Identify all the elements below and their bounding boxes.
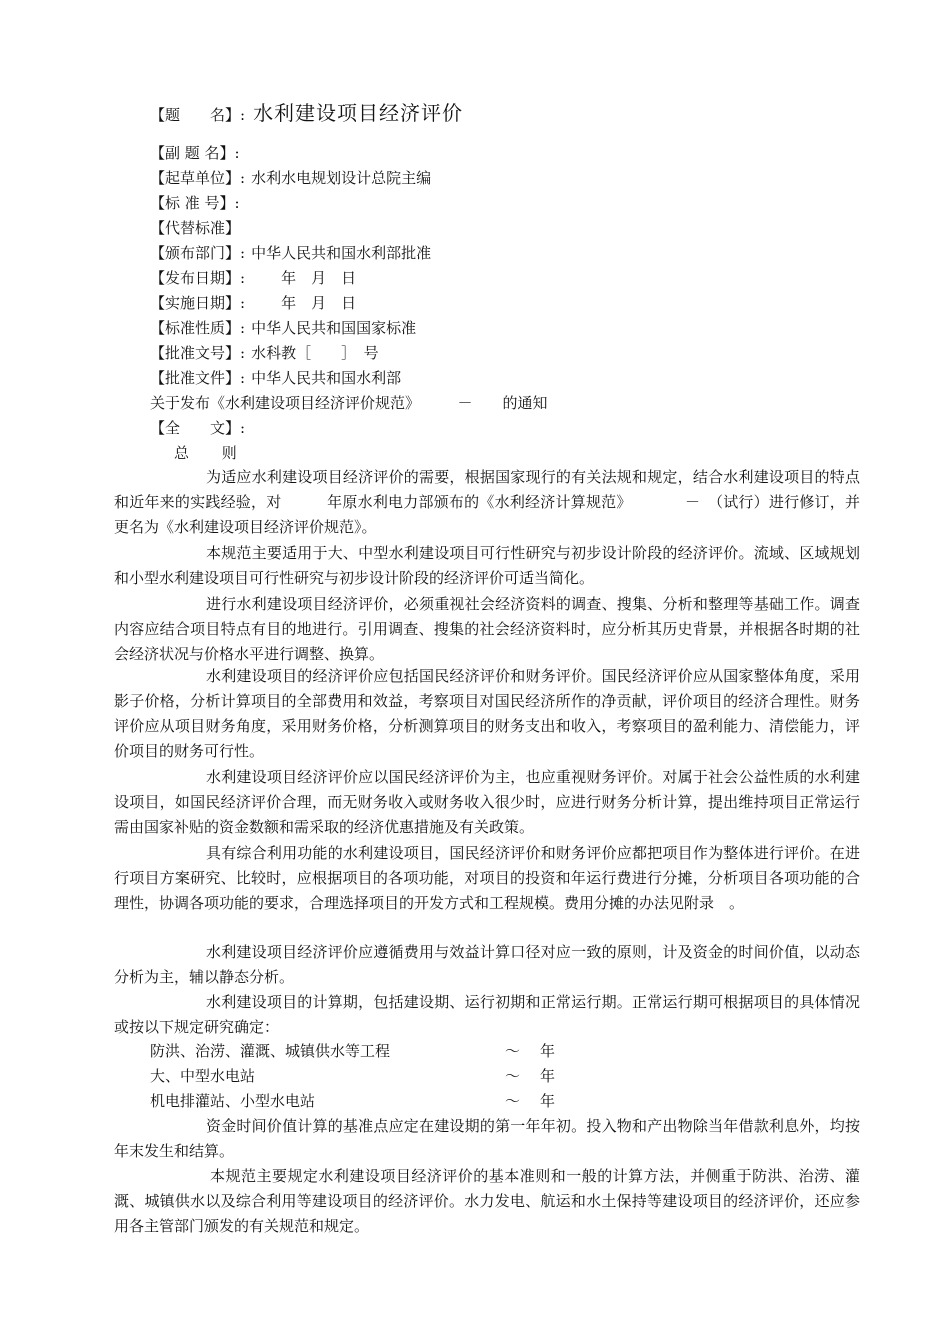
- period-range: ～: [505, 1042, 521, 1060]
- field-value: 水科教［ ］ 号: [251, 344, 379, 362]
- field-label: 【批准文号】:: [150, 344, 246, 362]
- field-replaced-standard: [150, 216, 246, 240]
- period-item: 防洪、治涝、灌溉、城镇供水等工程: [150, 1042, 391, 1060]
- period-item: 大、中型水电站: [150, 1067, 256, 1085]
- period-unit: 年: [540, 1092, 556, 1110]
- period-row: [150, 1065, 570, 1089]
- period-range: ～: [505, 1092, 521, 1110]
- section-title: 总 则: [174, 444, 251, 462]
- paragraph: 水利建设项目的计算期，包括建设期、运行初期和正常运行期。正常运行期可根据项目的具体情况或按以下规定研究确定：: [114, 993, 860, 1036]
- paragraph: 为适应水利建设项目经济评价的需要，根据国家现行的有关法规和规定，结合水利建设项目的特点和近年来的实践经验，对 年原水利电力部颁布的《水利经济计算规范》 － （试行）进行修订，并更名为《水利建设项目经济评价规范》。: [114, 468, 860, 536]
- period-range: ～: [505, 1067, 521, 1085]
- period-item: 机电排灌站、小型水电站: [150, 1092, 316, 1110]
- field-value: 中华人民共和国水利部: [251, 369, 402, 387]
- field-label: 【颁布部门】:: [150, 244, 246, 262]
- field-standard-number: [150, 191, 246, 215]
- paragraph: 水利建设项目经济评价应遵循费用与效益计算口径对应一致的原则，计及资金的时间价值，以动态分析为主，辅以静态分析。: [114, 943, 860, 986]
- field-drafting-unit: [150, 166, 431, 190]
- field-subtitle: [150, 141, 246, 165]
- period-row: [150, 1090, 570, 1114]
- field-value: 年 月 日: [251, 294, 357, 312]
- field-value: 水利水电规划设计总院主编: [251, 169, 432, 187]
- field-label: 【起草单位】:: [150, 169, 246, 187]
- field-value: 年 月 日: [251, 269, 357, 287]
- notice-line: 关于发布《水利建设项目经济评价规范》 － 的通知: [150, 394, 548, 412]
- paragraph: 具有综合利用功能的水利建设项目，国民经济评价和财务评价应都把项目作为整体进行评价。在进行项目方案研究、比较时，应根据项目的各项功能，对项目的投资和年运行费进行分摊，分析项目各项功能的合理性，协调各项功能的要求，合理选择项目的开发方式和工程规模。费用分摊的办法见附录 。: [114, 844, 860, 912]
- field-label: 【标 准 号】:: [150, 194, 240, 212]
- paragraph: 资金时间价值计算的基准点应定在建设期的第一年年初。投入物和产出物除当年借款利息外，均按年末发生和结算。: [114, 1117, 860, 1160]
- period-unit: 年: [540, 1042, 556, 1060]
- paragraph: 本规范主要规定水利建设项目经济评价的基本准则和一般的计算方法，并侧重于防洪、治涝、灌溉、城镇供水以及综合利用等建设项目的经济评价。水力发电、航运和水土保持等建设项目的经济评价，还应参用各主管部门颁发的有关规范和规定。: [114, 1167, 860, 1235]
- document-title: 水利建设项目经济评价: [253, 101, 464, 125]
- paragraph: 水利建设项目经济评价应以国民经济评价为主，也应重视财务评价。对属于社会公益性质的水利建设项目，如国民经济评价合理，而无财务收入或财务收入很少时，应进行财务分析计算，提出维持项目正常运行需由国家补贴的资金数额和需采取的经济优惠措施及有关政策。: [114, 768, 860, 836]
- field-value: 中华人民共和国水利部批准: [251, 244, 432, 262]
- field-release-date: [150, 266, 356, 290]
- field-effective-date: [150, 291, 356, 315]
- field-label: 【实施日期】:: [150, 294, 246, 312]
- period-row: [150, 1040, 570, 1064]
- field-label: 【标准性质】:: [150, 319, 246, 337]
- paragraph: 进行水利建设项目经济评价，必须重视社会经济资料的调查、搜集、分析和整理等基础工作。调查内容应结合项目特点有目的地进行。引用调查、搜集的社会经济资料时，应分析其历史背景，并根据各时期的社会经济状况与价格水平进行调整、换算。: [114, 595, 860, 663]
- field-approval-number: [150, 341, 379, 365]
- field-label: 【批准文件】:: [150, 369, 246, 387]
- fulltext-label: 【全 文】:: [150, 419, 246, 437]
- title-row: [150, 97, 463, 126]
- paragraph: 本规范主要适用于大、中型水利建设项目可行性研究与初步设计阶段的经济评价。流域、区域规划和小型水利建设项目可行性研究与初步设计阶段的经济评价可适当简化。: [114, 544, 860, 587]
- paragraph: 水利建设项目的经济评价应包括国民经济评价和财务评价。国民经济评价应从国家整体角度，采用影子价格，分析计算项目的全部费用和效益，考察项目对国民经济所作的净贡献，评价项目的经济合理性。财务评价应从项目财务角度，采用财务价格，分析测算项目的财务支出和收入，考察项目的盈利能力、清偿能力，评价项目的财务可行性。: [114, 667, 860, 760]
- field-label: 【发布日期】:: [150, 269, 246, 287]
- field-issuing-department: [150, 241, 431, 265]
- title-label: 【题 名】:: [150, 106, 246, 124]
- field-value: 中华人民共和国国家标准: [251, 319, 417, 337]
- period-unit: 年: [540, 1067, 556, 1085]
- field-label: 【副 题 名】:: [150, 144, 240, 162]
- field-approval-document: [150, 366, 401, 390]
- field-standard-nature: [150, 316, 416, 340]
- field-label: 【代替标准】: [150, 219, 241, 237]
